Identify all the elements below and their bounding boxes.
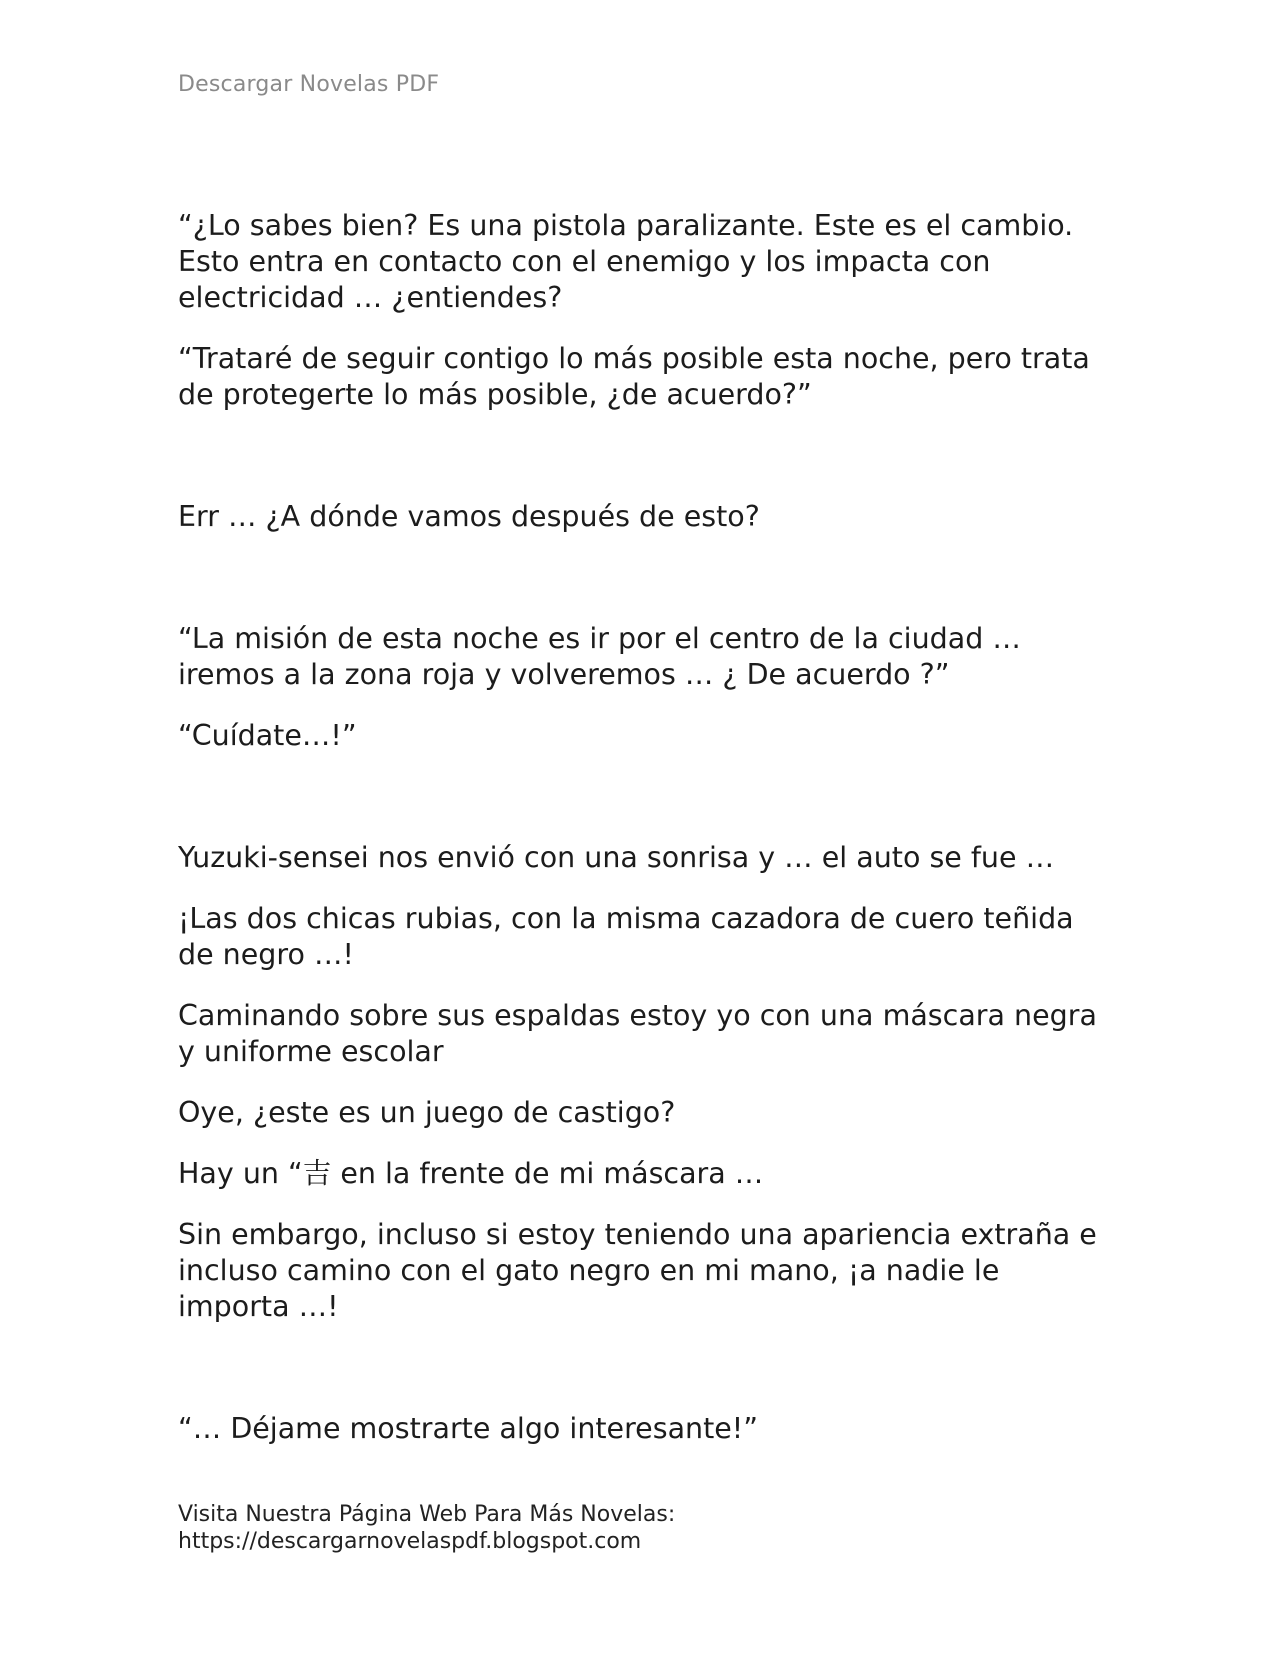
site-header-title: Descargar Novelas PDF <box>178 72 440 97</box>
paragraph-12: “… Déjame mostrarte algo interesante!” <box>178 1412 758 1445</box>
blank-space <box>178 560 1108 621</box>
paragraph-1: “¿Lo sabes bien? Es una pistola paralizante. Este es el cambio. Esto entra en contacto con el enemigo y los impacta con electricidad … ¿entiendes? <box>178 209 1074 314</box>
paragraph-4: “La misión de esta noche es ir por el centro de la ciudad … iremos a la zona roja y volveremos … ¿ De acuerdo ?” <box>178 622 1021 691</box>
footer-visit-text: Visita Nuestra Página Web Para Más Novelas: <box>178 1502 676 1527</box>
paragraph-7: ¡Las dos chicas rubias, con la misma cazadora de cuero teñida de negro …! <box>178 902 1074 971</box>
paragraph-9: Oye, ¿este es un juego de castigo? <box>178 1096 676 1129</box>
paragraph-10: Hay un “吉 en la frente de mi máscara … <box>178 1157 764 1190</box>
paragraph-3: Err … ¿A dónde vamos después de esto? <box>178 500 760 533</box>
paragraph-8: Caminando sobre sus espaldas estoy yo con una máscara negra y uniforme escolar <box>178 999 1097 1068</box>
blank-space <box>178 1350 1108 1411</box>
footer-url-link[interactable]: https://descargarnovelaspdf.blogspot.com <box>178 1529 642 1554</box>
paragraph-2: “Trataré de seguir contigo lo más posible esta noche, pero trata de protegerte lo más posible, ¿de acuerdo?” <box>178 342 1090 411</box>
blank-space <box>178 779 1108 840</box>
chapter-body <box>178 208 1108 1472</box>
footer-promo <box>178 1501 675 1555</box>
blank-space <box>178 438 1108 499</box>
paragraph-5: “Cuídate…!” <box>178 719 357 752</box>
paragraph-6: Yuzuki-sensei nos envió con una sonrisa y … el auto se fue … <box>178 841 1055 874</box>
paragraph-11: Sin embargo, incluso si estoy teniendo una apariencia extraña e incluso camino con el gato negro en mi mano, ¡a nadie le importa …! <box>178 1218 1097 1323</box>
